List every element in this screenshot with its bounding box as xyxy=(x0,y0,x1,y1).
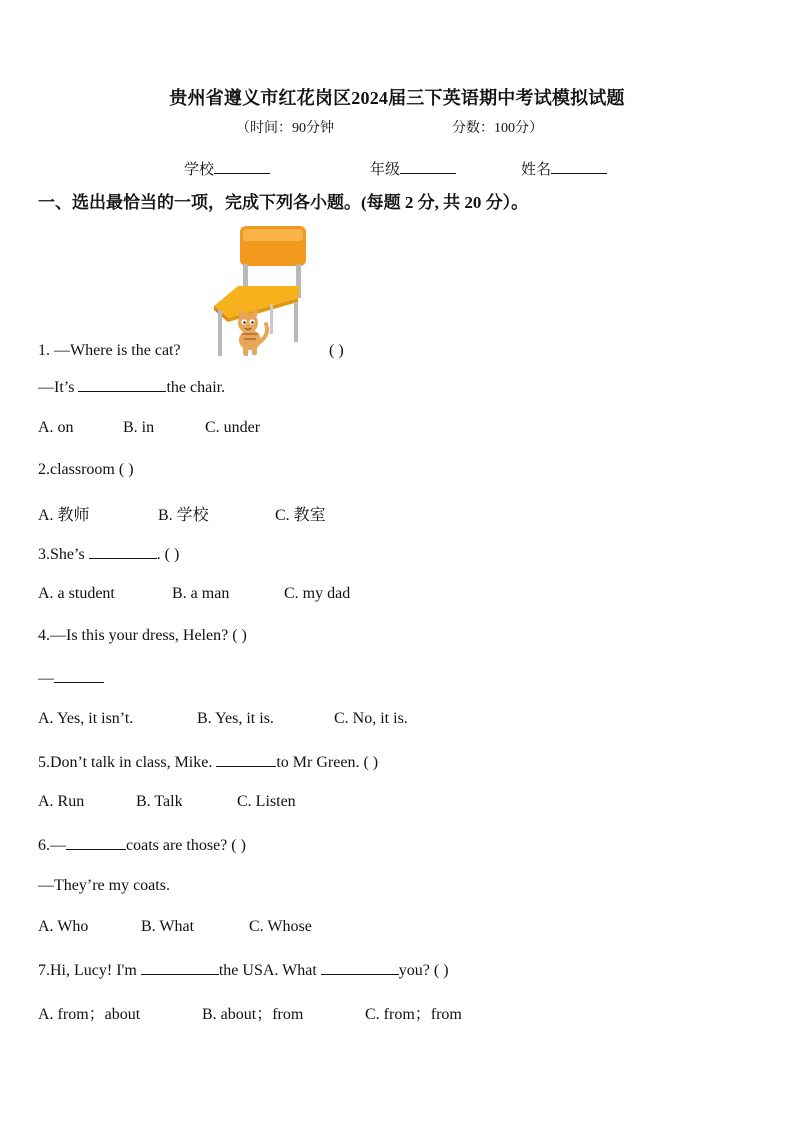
question-7-blank-1[interactable] xyxy=(141,960,219,975)
question-2-stem: 2.classroom ( ) xyxy=(38,461,134,478)
question-7-option-b[interactable]: B. about；from xyxy=(202,1006,304,1023)
school-label: 学校 xyxy=(184,162,215,178)
question-6-stem-end: coats are those? ( ) xyxy=(126,837,246,854)
question-6-option-a[interactable]: A. Who xyxy=(38,918,89,935)
question-6-blank[interactable] xyxy=(66,835,126,850)
question-2-option-c[interactable]: C. 教室 xyxy=(275,507,326,524)
name-label: 姓名 xyxy=(521,162,552,178)
name-blank[interactable] xyxy=(551,159,607,174)
question-3-stem-end: . ( ) xyxy=(156,546,180,563)
question-3-stem-start: 3.She’s xyxy=(38,546,89,563)
question-1-answer-paren[interactable]: ( ) xyxy=(329,342,344,359)
question-1-line2 xyxy=(38,377,225,397)
question-7-stem-start: 7.Hi, Lucy! I'm xyxy=(38,962,141,979)
question-6-option-b[interactable]: B. What xyxy=(141,918,195,935)
grade-field xyxy=(370,158,456,179)
question-7-option-a[interactable]: A. from；about xyxy=(38,1006,141,1023)
question-1-blank[interactable] xyxy=(78,377,166,392)
question-5-blank[interactable] xyxy=(216,752,276,767)
exam-time: （时间：90分钟 xyxy=(236,121,334,136)
question-5-option-a[interactable]: A. Run xyxy=(38,793,85,810)
section-title: 一、选出最恰当的一项，完成下列各小题。(每题 2 分, 共 20 分）。 xyxy=(38,193,529,212)
question-5-option-c[interactable]: C. Listen xyxy=(237,793,296,810)
question-7-blank-2[interactable] xyxy=(321,960,399,975)
document-title: 贵州省遵义市红花岗区2024届三下英语期中考试模拟试题 xyxy=(169,88,625,108)
question-4-option-a[interactable]: A. Yes, it isn’t. xyxy=(38,710,134,727)
question-4-blank[interactable] xyxy=(54,668,104,683)
question-3-stem xyxy=(38,544,179,564)
question-2-option-a[interactable]: A. 教师 xyxy=(38,507,90,524)
school-field xyxy=(184,158,270,179)
question-5-stem-start: 5.Don’t talk in class, Mike. xyxy=(38,754,217,771)
question-7-stem-end: you? ( ) xyxy=(398,962,449,979)
question-1-line2-end: the chair. xyxy=(166,379,226,396)
question-5-stem xyxy=(38,752,378,772)
question-6-stem xyxy=(38,835,246,855)
grade-blank[interactable] xyxy=(400,159,456,174)
question-7-option-c[interactable]: C. from；from xyxy=(365,1006,462,1023)
question-5-option-b[interactable]: B. Talk xyxy=(136,793,183,810)
school-blank[interactable] xyxy=(214,159,270,174)
question-3-blank[interactable] xyxy=(89,544,157,559)
question-6-stem-start: 6.— xyxy=(38,837,66,854)
question-5-stem-end: to Mr Green. ( ) xyxy=(276,754,379,771)
question-6-line2: —They’re my coats. xyxy=(38,877,170,894)
question-4-stem: 4.—Is this your dress, Helen? ( ) xyxy=(38,627,247,644)
question-4-dash: — xyxy=(38,670,54,687)
question-4-line2 xyxy=(38,668,104,688)
name-field xyxy=(521,158,607,179)
question-1-stem: 1. —Where is the cat? xyxy=(38,342,181,359)
question-2-option-b[interactable]: B. 学校 xyxy=(158,507,209,524)
question-1-option-a[interactable]: A. on xyxy=(38,419,74,436)
question-1-option-b[interactable]: B. in xyxy=(123,419,155,436)
question-1-option-c[interactable]: C. under xyxy=(205,419,261,436)
question-4-option-c[interactable]: C. No, it is. xyxy=(334,710,408,727)
question-1-line2-start: —It’s xyxy=(38,379,79,396)
question-3-option-b[interactable]: B. a man xyxy=(172,585,230,602)
question-7-stem xyxy=(38,960,449,980)
question-4-option-b[interactable]: B. Yes, it is. xyxy=(197,710,274,727)
question-3-option-c[interactable]: C. my dad xyxy=(284,585,351,602)
grade-label: 年级 xyxy=(370,162,401,178)
question-6-option-c[interactable]: C. Whose xyxy=(249,918,312,935)
exam-score: 分数：100分） xyxy=(452,121,543,136)
chair-with-cat-image xyxy=(208,222,314,358)
question-7-stem-middle: the USA. What xyxy=(218,962,321,979)
question-3-option-a[interactable]: A. a student xyxy=(38,585,115,602)
